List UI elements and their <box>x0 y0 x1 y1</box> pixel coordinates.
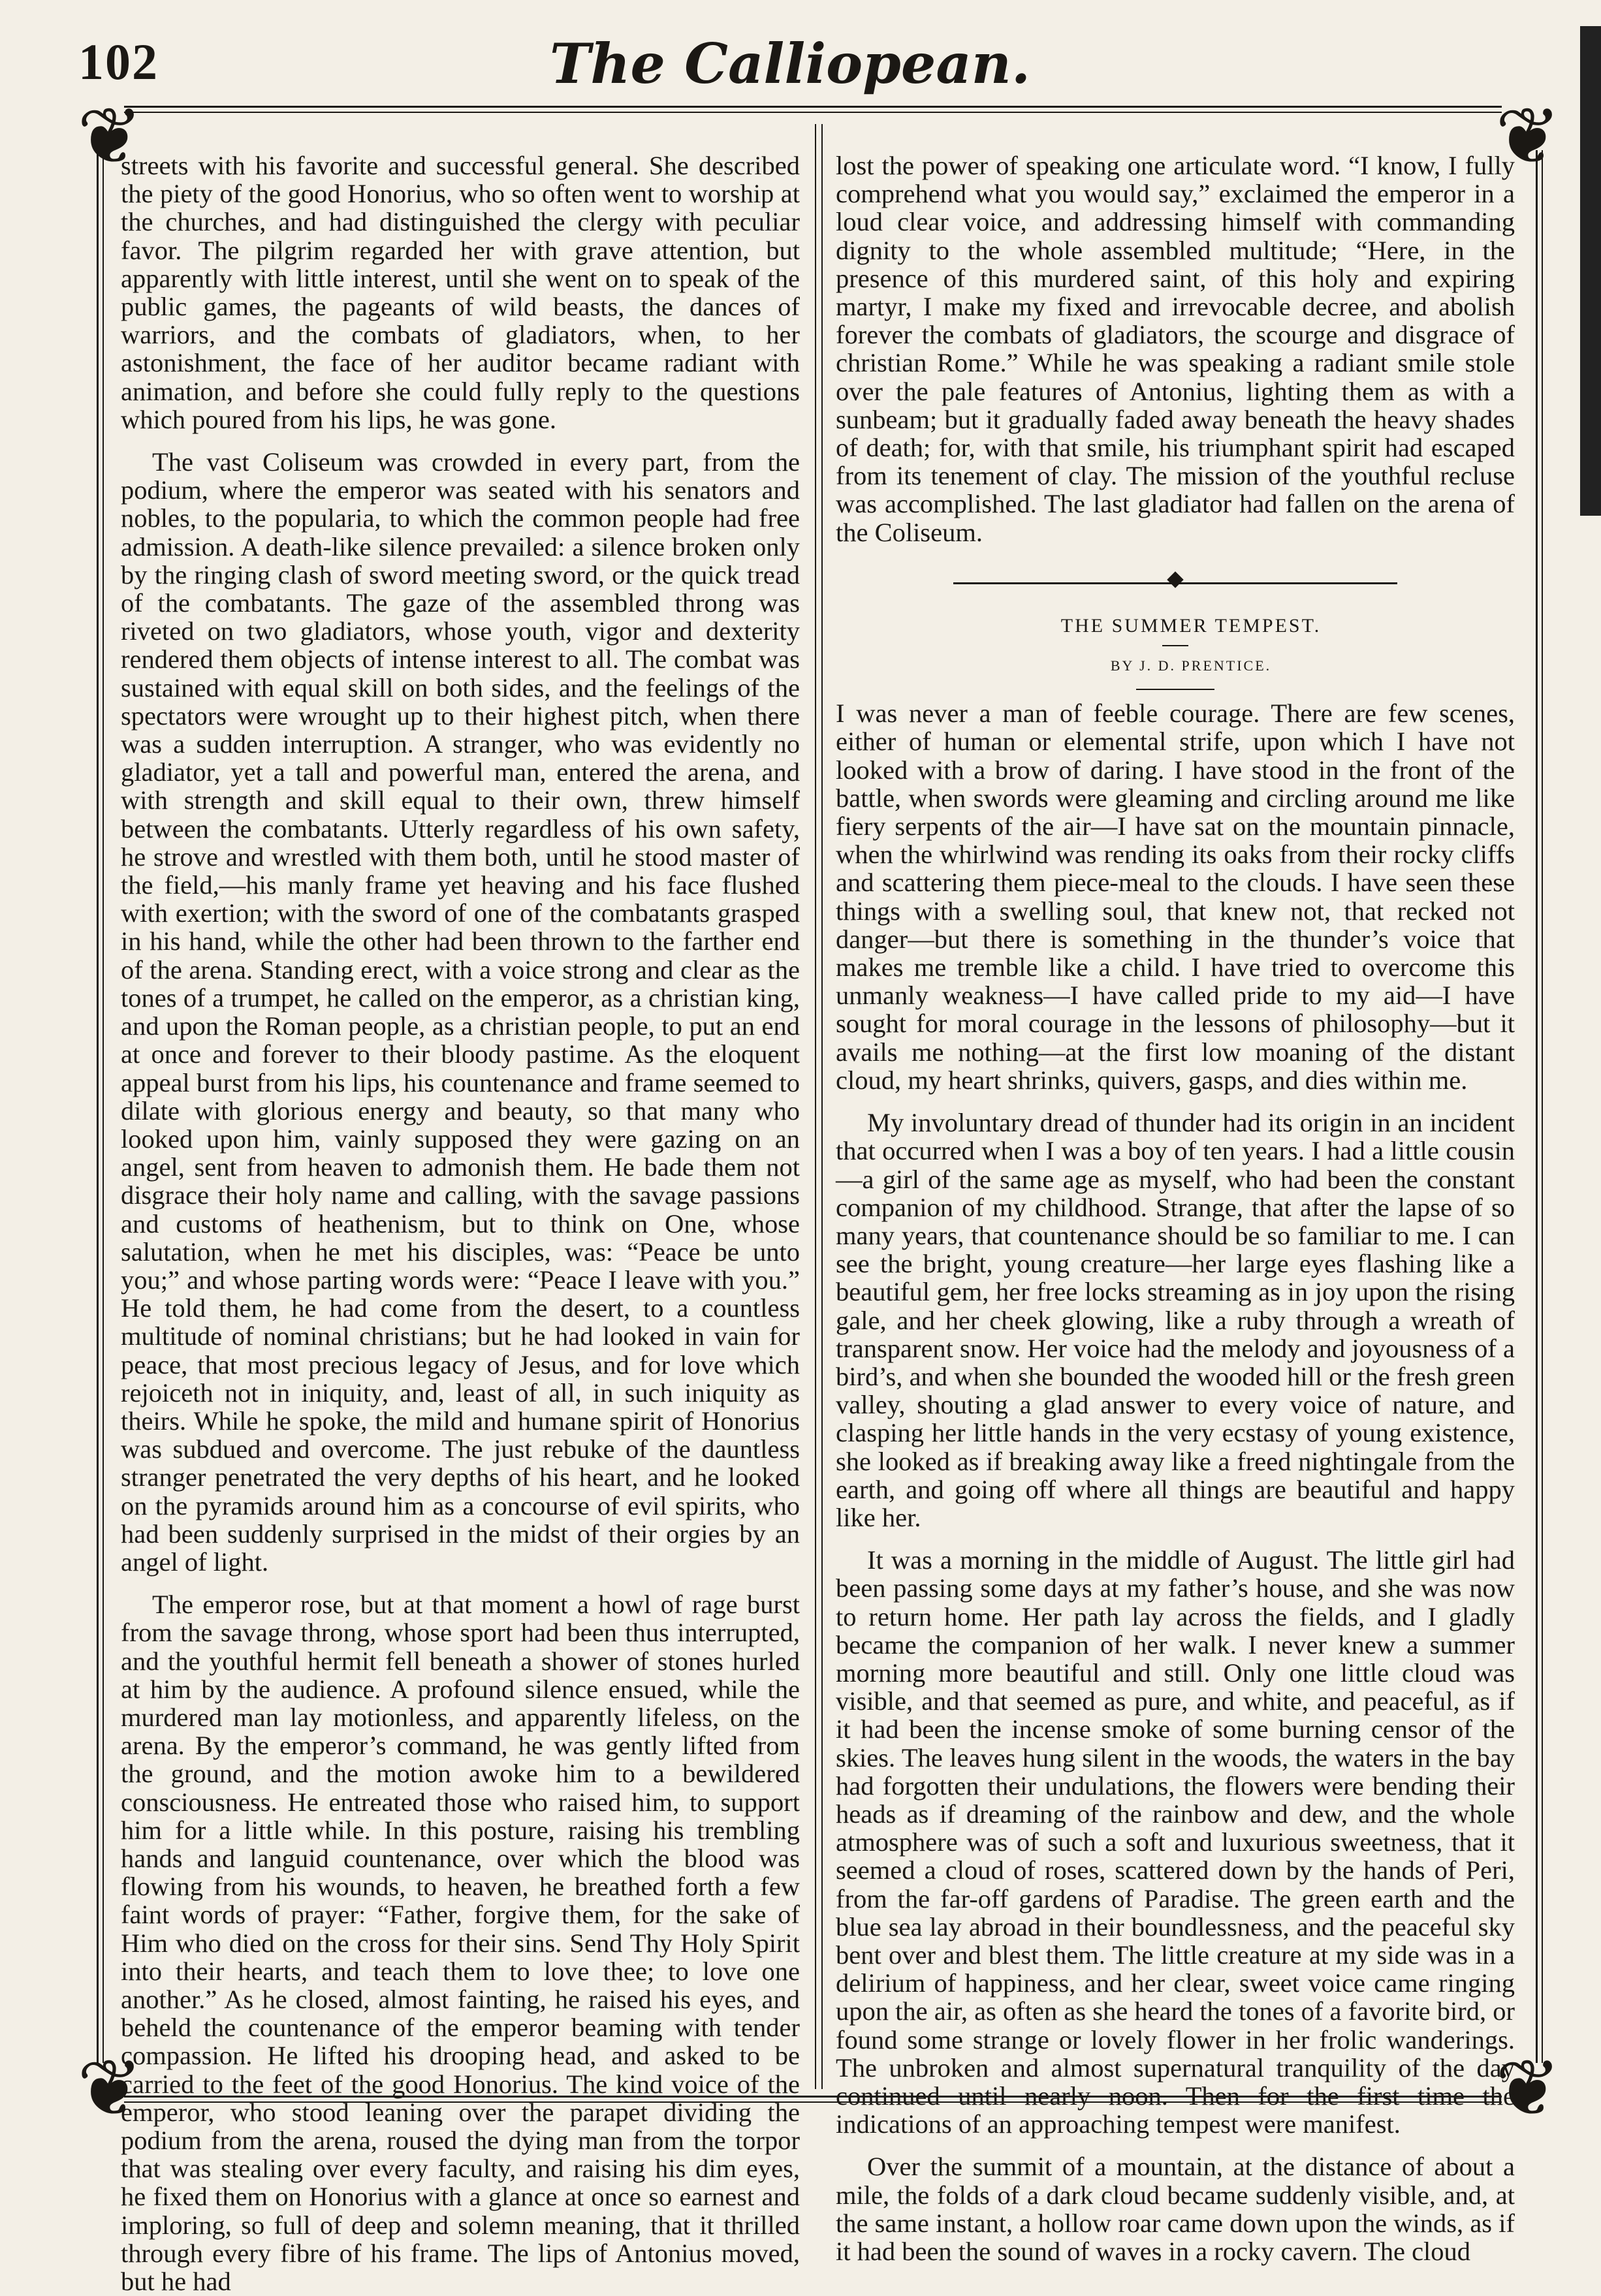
byline: BY J. D. PRENTICE. <box>1110 657 1272 674</box>
corner-ornament-icon: ❦ <box>1495 2045 1561 2132</box>
right-column <box>836 151 1515 2265</box>
paragraph: The emperor rose, but at that moment a howl of rage burst from the savage throng, whose sport had been thus interrupted, and the youthful hermit fell beneath a shower of stones hurled at him by the audience. A profound silence ensued, while the murdered man lay motionless, and apparently lifeless, on the arena. By the emperor’s command, he was gently lifted from the ground, and the motion awoke him to a bewildered consciousness. He entreated those who raised him, to support him for a little while. In this posture, raising his trembling hands and languid countenance, over which the blood was flowing from his wounds, to heaven, he breathed forth a few faint words of prayer: “Father, forgive them, for the sake of Him who died on the cross for their sins. Send Thy Holy Spirit into their hearts, and teach them to love thee; to love one another.” As he closed, almost fainting, he raised his eyes, and beheld the countenance of the emperor beaming with tender compassion. He lifted his drooping head, and asked to be carried to the feet of the good Honorius. The kind voice of the emperor, who stood leaning over the parapet dividing the podium from the arena, roused the dying man from the torpor that was stealing over every faculty, and raising his dim eyes, he fixed them on Honorius with a glance at once so earnest and imploring, so full of deep and solemn meaning, that it thrilled through every fibre of his frame. The lips of Antonius moved, but he had <box>121 1590 800 2296</box>
right-border-rule <box>1536 150 1543 2063</box>
paragraph: My involuntary dread of thunder had its origin in an incident that occurred when I was a boy of ten years. I had a little cousin—a girl of the same age as myself, who had been the constant companion of my childhood. Strange, that after the lapse of so many years, that countenance should be so familiar to me. I can see the bright, young creature—her large eyes flashing like a beautiful gem, her free locks streaming as in joy upon the rising gale, and her cheek glowing, like a ruby through a wreath of transparent snow. Her voice had the melody and joyousness of a bird’s, and when she bounded the wooded hill or the fresh green valley, shouting a glad answer to every voice of nature, and clasping her little hands in the very ecstasy of young existence, she looked as if breaking away like a freed nightingale from the earth, and going off where all things are beautiful and happy like her. <box>836 1108 1515 1532</box>
page-header <box>78 26 1502 111</box>
paragraph: lost the power of speaking one articulate word. “I know, I fully comprehend what you would say,” exclaimed the emperor in a loud clear voice, and addressing himself with commanding dignity to the whole assembled multitude; “Here, in the presence of this murdered saint, of this holy and expiring martyr, I make my fixed and irrevocable decree, and abolish forever the combats of gladiators, the scourge and disgrace of christian Rome.” While he was speaking a radiant smile stole over the pale features of Antonius, lighting them as with a sunbeam; but it gradually faded away beneath the heavy shades of death; for, with that smile, his triumphant spirit had escaped from its tenement of clay. The mission of the youthful recluse was accomplished. The last gladiator had fallen on the arena of the Coliseum. <box>836 151 1515 547</box>
top-border-rule <box>124 106 1502 113</box>
masthead-title: The Calliopean. <box>549 31 1031 96</box>
story-title: THE SUMMER TEMPEST. <box>1060 614 1322 637</box>
corner-ornament-icon: ❦ <box>1495 93 1561 180</box>
paragraph: It was a morning in the middle of August. The little girl had been passing some days at my father’s house, and she was now to return home. Her path lay across the fields, and I gladly became the companion of her walk. I never knew a summer morning more beautiful and still. Only one little cloud was visible, and that seemed as pure, and white, and peaceful, as if it had been the incense smoke of some burning censor of the skies. The leaves hung silent in the woods, the waters in the bay had forgotten their undulations, the flowers were bending their heads as if dreaming of the rainbow and dew, and the whole atmosphere was of such a soft and luxurious sweetness, that it seemed a cloud of roses, scattered down by the hands of Peri, from the far-off gardens of Paradise. The green earth and the blue sea lay abroad in their boundlessness, and the peaceful sky bent over and blest them. The little creature at my side was in a delirium of happiness, and her clear, sweet voice came ringing upon the air, as often as she heard the tones of a favorite bird, or found some strange or lovely flower in her frolic wanderings. The unbroken and almost supernatural tranquility of the day continued until nearly noon. Then for the first time the indications of an approaching tempest were manifest. <box>836 1545 1515 2139</box>
corner-ornament-icon: ❦ <box>77 93 143 180</box>
paragraph: The vast Coliseum was crowded in every part, from the podium, where the emperor was seated with his senators and nobles, to the popularia, to which the common people had free admission. A death-like silence prevailed: a silence broken only by the ringing clash of sword meeting sword, or the quick tread of the combatants. The gaze of the assembled throng was riveted on two gladiators, whose youth, vigor and dexterity rendered them objects of intense interest to all. The combat was sustained with equal skill on both sides, and the feelings of the spectators were wrought up to their highest pitch, when there was a sudden interruption. A stranger, who was evidently no gladiator, yet a tall and powerful man, entered the arena, and with strength and skill equal to their own, threw himself between the combatants. Utterly regardless of his own safety, he strove and wrestled with them both, until he stood master of the field,—his manly frame yet heaving and his face flushed with exertion; with the sword of one of the combatants grasped in his hand, while the other had been thrown to the farther end of the arena. Standing erect, with a voice strong and clear as the tones of a trumpet, he called on the emperor, as a christian king, and upon the Roman people, as a christian people, to put an end at once and forever to their bloody pastime. As the eloquent appeal burst from his lips, his countenance and frame seemed to dilate with glorious energy and beauty, so that many who looked upon him, vainly supposed they were gazing on an angel, sent from heaven to admonish them. He bade them not disgrace their holy name and calling, with the savage passions and customs of heathenism, but to think on One, whose salutation, when he met his disciples, was: “Peace be unto you;” and whose parting words were: “Peace I leave with you.” He told them, he had come from the desert, to a countless multitude of nominal christians; but he had looked in vain for peace, that most precious legacy of Jesus, and for love which rejoiceth not in iniquity, and, least of all, in such iniquity as theirs. While he spoke, the mild and humane spirit of Honorius was subdued and overcome. The just rebuke of the dauntless stranger penetrated the very depths of his heart, and he looked on the pyramids around him as a concourse of evil spirits, who had been suddenly surprised in the midst of their orgies by an angel of light. <box>121 447 800 1577</box>
corner-ornament-icon: ❦ <box>77 2045 143 2132</box>
paragraph: I was never a man of feeble courage. There are few scenes, either of human or elemental strife, upon which I have not looked with a brow of daring. I have stood in the front of the battle, when swords were gleaming and circling around me like fiery serpents of the air—I have sat on the mountain pinnacle, when the whirlwind was rending its oaks from their rocky cliffs and scattering them piece-meal to the clouds. I have seen these things with a swelling soul, that knew not, that recked not danger—but there is something in the thunder’s voice that makes me tremble like a child. I have tried to overcome this unmanly weakness—I have called pride to my aid—I have sought for moral courage in the lessons of philosophy—but it avails me nothing—at the first low moaning of the distant cloud, my heart shrinks, quivers, gasps, and dies within me. <box>836 699 1515 1095</box>
page-number: 102 <box>78 33 159 90</box>
binding-edge <box>1580 26 1601 516</box>
byline-rule <box>1136 689 1214 690</box>
paragraph: streets with his favorite and successful general. She described the piety of the good Honorius, who so often went to worship at the churches, and had distinguished the clergy with peculiar favor. The pilgrim regarded her with grave attention, but apparently with little interest, until she went on to speak of the public games, the pageants of wild beasts, the dances of warriors, and the combats of gladiators, when, to her astonishment, the face of her auditor became radiant with animation, and before she could fully reply to the questions which poured from his lips, he was gone. <box>121 151 800 434</box>
left-column <box>121 151 800 2295</box>
title-rule <box>1162 645 1188 646</box>
column-divider <box>815 124 823 2089</box>
paragraph: Over the summit of a mountain, at the distance of about a mile, the folds of a dark cloud became suddenly visible, and, at the same instant, a hollow roar came down upon the winds, as if it had been the sound of waves in a rocky cavern. The cloud <box>836 2152 1515 2267</box>
left-border-rule <box>97 150 104 2063</box>
story-divider <box>836 576 1515 590</box>
